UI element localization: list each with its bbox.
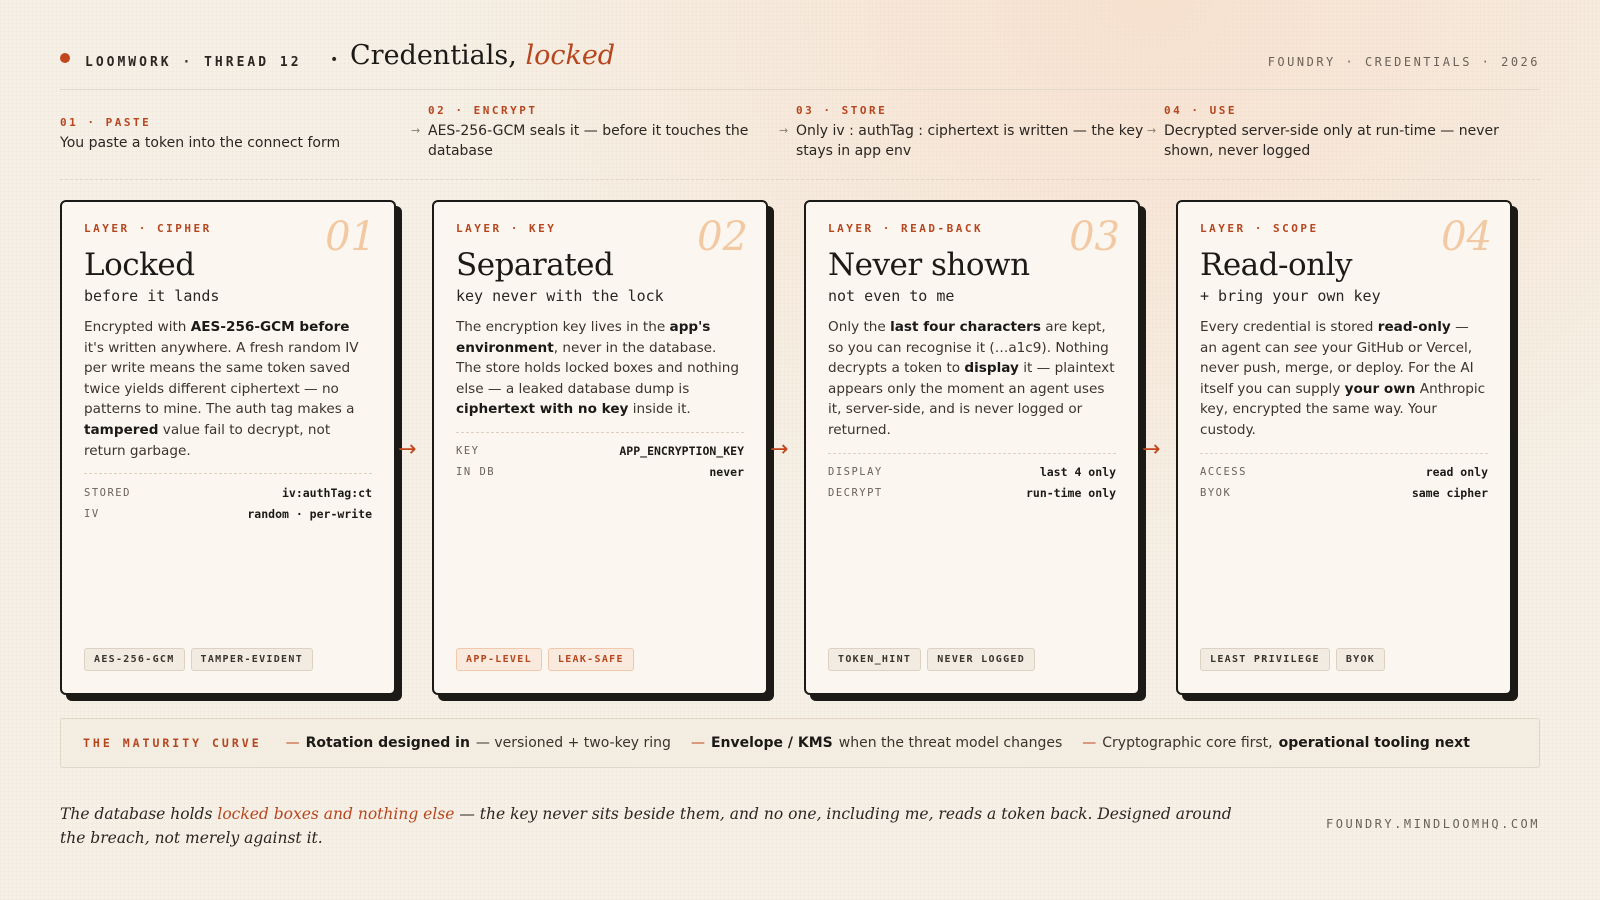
spec-row	[828, 462, 1116, 483]
card-specs	[84, 473, 372, 524]
card-layer: LAYER · READ-BACK	[828, 222, 984, 235]
step-label: 02 · ENCRYPT	[428, 104, 538, 117]
step-store	[779, 104, 1146, 161]
card-body	[1200, 317, 1488, 441]
maturity-item-bold: Envelope / KMS	[710, 735, 833, 751]
spec-value: APP_ENCRYPTION_KEY	[619, 444, 744, 459]
card-specs	[828, 453, 1116, 504]
spec-row	[84, 482, 372, 503]
flow-arrow-icon: →	[770, 437, 789, 462]
page-title	[350, 40, 615, 71]
spec-key: BYOK	[1200, 487, 1232, 500]
card-body	[84, 317, 372, 461]
card-title: Read-only	[1200, 247, 1353, 283]
maturity-label: THE MATURITY CURVE	[83, 736, 262, 750]
body-text: it — plaintext appears only the moment an agent uses it, server-side, and is never logged or returned.	[828, 360, 1115, 438]
body-emphasis: read-only	[1377, 319, 1451, 335]
card-key	[432, 200, 768, 695]
body-text: Every credential is stored	[1200, 319, 1378, 335]
body-text: Anthropic key, encrypted the same way. Your custody.	[1200, 380, 1486, 438]
step-text: Decrypted server-side only at run-time — never shown, never logged	[1164, 123, 1499, 159]
body-text: Encrypted with	[84, 319, 191, 335]
step-text-wrap	[1147, 121, 1540, 161]
card-tags	[456, 648, 634, 671]
spec-key: IV	[84, 507, 100, 520]
step-arrow-icon: →	[411, 124, 421, 137]
card-read-back	[804, 200, 1140, 695]
body-text: your GitHub or Vercel, never push, merge, or deploy. For the AI itself you can supply	[1200, 339, 1474, 397]
maturity-item-kms	[691, 735, 1062, 751]
spec-value: never	[709, 465, 744, 480]
step-label: 01 · PASTE	[60, 116, 152, 129]
spec-row	[1200, 483, 1488, 504]
card-layer: LAYER · SCOPE	[1200, 222, 1319, 235]
body-emphasis: AES-256-GCM before	[190, 319, 350, 335]
body-emphasis: display	[964, 360, 1019, 377]
spec-value: run-time only	[1025, 486, 1116, 501]
quote-pre: The database holds	[60, 805, 218, 823]
maturity-item-lead: Cryptographic core first,	[1102, 735, 1273, 751]
card-number: 01	[325, 214, 376, 260]
body-emphasis: last four characters	[890, 319, 1041, 335]
card-number: 03	[1069, 214, 1120, 260]
card-layer: LAYER · CIPHER	[84, 222, 212, 235]
body-text: Only the	[828, 319, 891, 335]
spec-value: random · per-write	[247, 506, 372, 521]
body-emphasis: tampered	[84, 421, 159, 438]
maturity-item-rotation	[286, 735, 671, 751]
card-cipher	[60, 200, 396, 695]
maturity-item-bold: Rotation designed in	[305, 735, 470, 751]
tag-badge: NEVER LOGGED	[927, 648, 1035, 671]
card-number: 02	[697, 214, 748, 260]
spec-row	[456, 462, 744, 483]
title-separator: •	[330, 52, 339, 68]
step-encrypt	[411, 104, 773, 161]
dash-icon: —	[690, 735, 705, 751]
body-emphasis: ciphertext with no key	[456, 401, 629, 418]
body-emphasis: your own	[1344, 380, 1416, 397]
step-text: You paste a token into the connect form	[60, 135, 341, 151]
tag-badge: LEAK-SAFE	[548, 648, 634, 671]
card-tags	[84, 648, 313, 671]
step-label: 03 · STORE	[796, 104, 888, 117]
body-italic: see	[1293, 339, 1318, 356]
card-title: Separated	[456, 247, 614, 283]
maturity-item-bold: operational tooling next	[1278, 735, 1470, 751]
card-subtitle: key never with the lock	[456, 287, 664, 305]
tag-badge: LEAST PRIVILEGE	[1200, 648, 1330, 671]
flow-arrow-icon: →	[398, 437, 417, 462]
flow-arrow-icon: →	[1142, 437, 1161, 462]
spec-key: ACCESS	[1200, 466, 1247, 479]
card-subtitle: + bring your own key	[1200, 287, 1381, 305]
card-scope	[1176, 200, 1512, 695]
header-meta: FOUNDRY · CREDENTIALS · 2026	[1267, 55, 1540, 69]
body-text: inside it.	[628, 401, 691, 418]
header	[60, 40, 1540, 90]
step-text-wrap	[411, 121, 773, 161]
spec-key: IN DB	[456, 466, 496, 479]
card-title: Never shown	[828, 247, 1030, 283]
step-use	[1147, 104, 1540, 161]
spec-key: STORED	[84, 486, 131, 499]
card-specs	[456, 432, 744, 483]
body-text: — an agent can	[1200, 319, 1469, 356]
spec-key: DECRYPT	[828, 487, 883, 500]
card-number: 04	[1441, 214, 1492, 260]
step-arrow-icon: →	[1147, 124, 1157, 137]
step-text: AES-256-GCM seals it — before it touches the database	[428, 123, 749, 159]
card-layer: LAYER · KEY	[456, 222, 557, 235]
card-tags	[1200, 648, 1385, 671]
step-paste	[60, 116, 405, 153]
spec-value: iv:authTag:ct	[281, 485, 372, 500]
quote-post: — the key never sits beside them, and no one, including me, reads a token back. Designed around the breach, not merely against it.	[60, 805, 1232, 847]
body-text: it's written anywhere. A fresh random IV per write means the same token saved twice yields different ciphertext — no patterns to mine. The auth tag makes a	[84, 339, 359, 418]
tag-badge: TOKEN_HINT	[828, 648, 921, 671]
page-title-emphasis: locked	[525, 40, 616, 71]
card-subtitle: not even to me	[828, 287, 955, 305]
tag-badge: APP-LEVEL	[456, 648, 542, 671]
dash-icon: —	[1082, 735, 1097, 751]
step-label: 04 · USE	[1164, 104, 1237, 117]
tag-badge: TAMPER-EVIDENT	[191, 648, 314, 671]
spec-value: same cipher	[1411, 486, 1488, 501]
page-title-plain: Credentials,	[350, 40, 517, 71]
footer-quote	[60, 802, 1260, 850]
card-tags	[828, 648, 1035, 671]
step-arrow-icon: →	[779, 124, 789, 137]
tag-badge: AES-256-GCM	[84, 648, 185, 671]
spec-value: read only	[1425, 465, 1488, 480]
maturity-item-text: when the threat model changes	[838, 735, 1063, 751]
spec-value: last 4 only	[1039, 465, 1116, 480]
body-emphasis: app's environment	[456, 319, 711, 356]
maturity-item-core	[1082, 735, 1476, 751]
body-text: , never in the database. The store holds locked boxes and nothing else — a leaked database dump is	[456, 339, 740, 397]
step-text: Only iv : authTag : ciphertext is written — the key stays in app env	[796, 123, 1144, 159]
card-body	[456, 317, 744, 420]
body-text: are kept, so you can recognise it (…a1c9). Nothing decrypts a token to	[828, 319, 1109, 377]
tag-badge: BYOK	[1336, 648, 1385, 671]
spec-key: DISPLAY	[828, 466, 883, 479]
site-link[interactable]: FOUNDRY.MINDLOOMHQ.COM	[1326, 817, 1540, 831]
body-text: The encryption key lives in the	[456, 319, 670, 335]
maturity-item-text: — versioned + two-key ring	[475, 735, 671, 751]
spec-row	[456, 441, 744, 462]
spec-row	[1200, 462, 1488, 483]
step-text-wrap	[779, 121, 1146, 161]
process-steps	[60, 104, 1540, 180]
brand-dot-icon	[60, 53, 70, 63]
card-specs	[1200, 453, 1488, 504]
spec-row	[828, 483, 1116, 504]
card-title: Locked	[84, 247, 195, 283]
body-text: value fail to decrypt, not return garbage.	[84, 421, 331, 459]
maturity-curve-bar	[60, 718, 1540, 768]
brand-label: LOOMWORK · THREAD 12	[85, 55, 302, 70]
card-body	[828, 317, 1116, 441]
spec-key: KEY	[456, 445, 480, 458]
spec-row	[84, 503, 372, 524]
card-subtitle: before it lands	[84, 287, 220, 305]
quote-emphasis: locked boxes and nothing else	[217, 805, 455, 823]
dash-icon: —	[285, 735, 300, 751]
